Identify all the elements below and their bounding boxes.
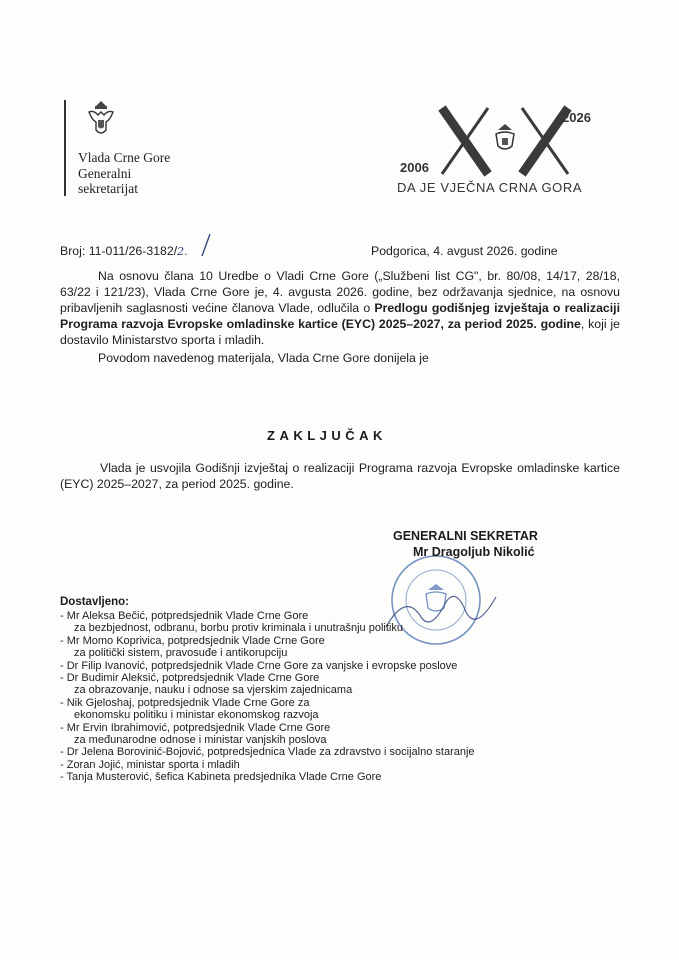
header-divider — [64, 100, 66, 196]
conclusion-body: Vlada je usvojila Godišnji izvještaj o realizaciji Programa razvoja Evropske omladinske kartice (EYC) 2025–2027, za period 2025. godine. — [60, 461, 620, 491]
list-item: - Zoran Jojić, ministar sporta i mladih — [60, 758, 240, 771]
signatory-name: Mr Dragoljub Nikolić — [413, 545, 535, 559]
list-item: - Dr Filip Ivanović, potpredsjednik Vlade Crne Gore za vanjske i evropske poslove — [60, 659, 458, 672]
conclusion-text — [60, 460, 620, 492]
org-line-1: Vlada Crne Gore — [78, 150, 171, 165]
handwritten-slash-mark — [190, 232, 222, 262]
distribution-title: Dostavljeno: — [60, 596, 130, 608]
list-item: - Dr Budimir Aleksić, potpredsjednik Vlade Crne Gore za obrazovanje, nauku i odnose sa vjerskim zajednicama — [60, 672, 353, 697]
intro-paragraph — [60, 268, 620, 348]
logo-year-start: 2006 — [400, 160, 429, 175]
org-line-3: sekretarijat — [78, 181, 138, 196]
crown-eagle-crest-icon — [496, 124, 514, 149]
signatory-title: GENERALNI SEKRETAR — [393, 529, 538, 543]
logo-year-end: 2026 — [562, 110, 591, 125]
basis-sentence: Povodom navedenog materijala, Vlada Crne Gore donijela je — [98, 351, 429, 365]
intro-part-1: Na osnovu člana 10 Uredbe o Vladi Crne Gore („Službeni list CG", br. 80/08, 14/17, 28/18, 63/22 i 121/23), Vlada Crne Gore je, 4. avgusta 2026. godine, bez održavanja sjednice, na osnovu pribavljenih saglasnosti većine članova Vlade, odlučila o — [60, 269, 620, 315]
anniversary-logo — [430, 100, 580, 180]
distribution-list — [60, 610, 620, 784]
issuer-organization — [78, 150, 170, 197]
logo-slogan: DA JE VJEČNA CRNA GORA — [397, 180, 583, 195]
document-number-suffix: 2. — [177, 245, 188, 258]
org-line-2: Generalni — [78, 165, 132, 181]
list-item: - Mr Aleksa Bečić, potpredsjednik Vlade Crne Gore za bezbjednost, odbranu, borbu protiv kriminala i unutrašnju politiku — [60, 610, 403, 635]
conclusion-heading: ZAKLJUČAK — [267, 428, 387, 443]
list-item: - Nik Gjeloshaj, potpredsjednik Vlade Crne Gore za ekonomsku politiku i ministar ekonomskog razvoja — [60, 696, 319, 722]
document-number — [60, 243, 188, 260]
list-item: - Tanja Musterović, šefica Kabineta predsjednika Vlade Crne Gore — [60, 771, 382, 784]
document-number-label: Broj: 11-011/26-3182/ — [60, 244, 178, 258]
coat-of-arms-icon — [86, 100, 116, 140]
list-item: - Mr Ervin Ibrahimović, potpredsjednik Vlade Crne Gore za međunarodne odnose i ministar vanjskih poslova — [60, 721, 331, 747]
list-item: - Mr Momo Koprivica, potpredsjednik Vlade Crne Gore za politički sistem, pravosuđe i antikorupciju — [60, 634, 325, 660]
intro-part-2: , koji je dostavilo Ministarstvo sporta i mladih. — [60, 317, 620, 347]
list-item: - Dr Jelena Borovinić-Bojović, potpredsjednica Vlade za zdravstvo i socijalno staranje — [60, 746, 475, 759]
place-and-date: Podgorica, 4. avgust 2026. godine — [371, 244, 558, 258]
intro-bold-subject: Predlogu godišnjeg izvještaja o realizaciji Programa razvoja Evropske omladinske kartice (EYC) 2025–2027, za period 2025. godine — [60, 301, 620, 331]
